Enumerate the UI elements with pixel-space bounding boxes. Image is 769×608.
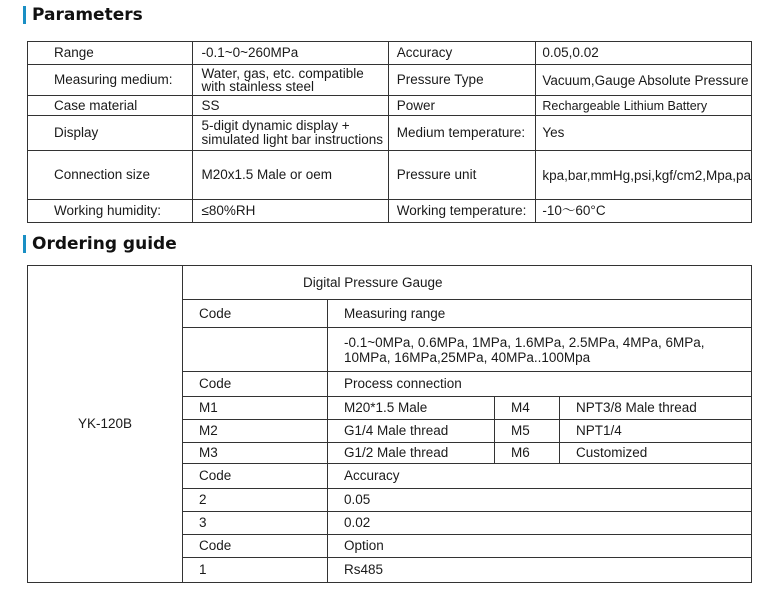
table-row xyxy=(28,200,752,223)
empty-cell xyxy=(183,328,328,372)
table-row xyxy=(28,42,752,65)
section-label: Accuracy xyxy=(328,464,752,489)
param-label: Pressure unit xyxy=(388,151,536,200)
code-label: Code xyxy=(183,535,328,558)
table-row xyxy=(28,116,752,151)
param-value: SS xyxy=(193,96,388,116)
table-row xyxy=(28,65,752,96)
ordering-table xyxy=(27,265,752,583)
param-label: Pressure Type xyxy=(388,65,536,96)
param-label: Power xyxy=(388,96,536,116)
table-row xyxy=(28,151,752,200)
desc-cell: M20*1.5 Male xyxy=(328,397,495,420)
param-value: Yes xyxy=(536,116,752,151)
code-cell: M2 xyxy=(183,420,328,443)
desc-cell: NPT3/8 Male thread xyxy=(560,397,752,420)
ordering-title: Ordering guide xyxy=(23,235,177,253)
value-cell: Rs485 xyxy=(328,558,752,583)
code-cell: M6 xyxy=(495,443,560,464)
code-cell: M5 xyxy=(495,420,560,443)
param-label: Range xyxy=(28,42,193,65)
param-label: Measuring medium: xyxy=(28,65,193,96)
desc-cell: Customized xyxy=(560,443,752,464)
code-cell: 2 xyxy=(183,489,328,512)
section-label: Process connection xyxy=(328,372,752,397)
param-label: Working temperature: xyxy=(388,200,536,223)
code-label: Code xyxy=(183,464,328,489)
parameters-table xyxy=(27,41,752,223)
code-cell: 3 xyxy=(183,512,328,535)
param-label: Working humidity: xyxy=(28,200,193,223)
parameters-title: Parameters xyxy=(23,6,143,24)
range-values: -0.1~0MPa, 0.6MPa, 1MPa, 1.6MPa, 2.5MPa, 4MPa, 6MPa, 10MPa, 16MPa,25MPa, 40MPa..100Mpa xyxy=(328,328,752,372)
param-label: Connection size xyxy=(28,151,193,200)
param-value: 0.05,0.02 xyxy=(536,42,752,65)
section-label: Option xyxy=(328,535,752,558)
param-label: Display xyxy=(28,116,193,151)
param-label: Case material xyxy=(28,96,193,116)
section-label: Measuring range xyxy=(328,300,752,328)
product-name: Digital Pressure Gauge xyxy=(183,266,752,300)
code-label: Code xyxy=(183,300,328,328)
param-label: Accuracy xyxy=(388,42,536,65)
param-value: 5-digit dynamic display + simulated light bar instructions xyxy=(193,116,388,151)
desc-cell: G1/4 Male thread xyxy=(328,420,495,443)
table-row xyxy=(28,266,752,300)
value-cell: 0.02 xyxy=(328,512,752,535)
desc-cell: NPT1/4 xyxy=(560,420,752,443)
param-value: Rechargeable Lithium Battery xyxy=(536,96,752,116)
code-cell: M4 xyxy=(495,397,560,420)
param-value: M20x1.5 Male or oem xyxy=(193,151,388,200)
param-label: Medium temperature: xyxy=(388,116,536,151)
param-value: -0.1~0~260MPa xyxy=(193,42,388,65)
code-cell: 1 xyxy=(183,558,328,583)
code-cell: M3 xyxy=(183,443,328,464)
desc-cell: G1/2 Male thread xyxy=(328,443,495,464)
table-row xyxy=(28,96,752,116)
code-label: Code xyxy=(183,372,328,397)
param-value: ≤80%RH xyxy=(193,200,388,223)
param-value: Water, gas, etc. compatible with stainless steel xyxy=(193,65,388,96)
param-value: kpa,bar,mmHg,psi,kgf/cm2,Mpa,pa xyxy=(536,151,752,200)
param-value: Vacuum,Gauge Absolute Pressure xyxy=(536,65,752,96)
code-cell: M1 xyxy=(183,397,328,420)
param-value: -10～60°C xyxy=(536,200,752,223)
value-cell: 0.05 xyxy=(328,489,752,512)
model-cell: YK-120B xyxy=(28,266,183,583)
